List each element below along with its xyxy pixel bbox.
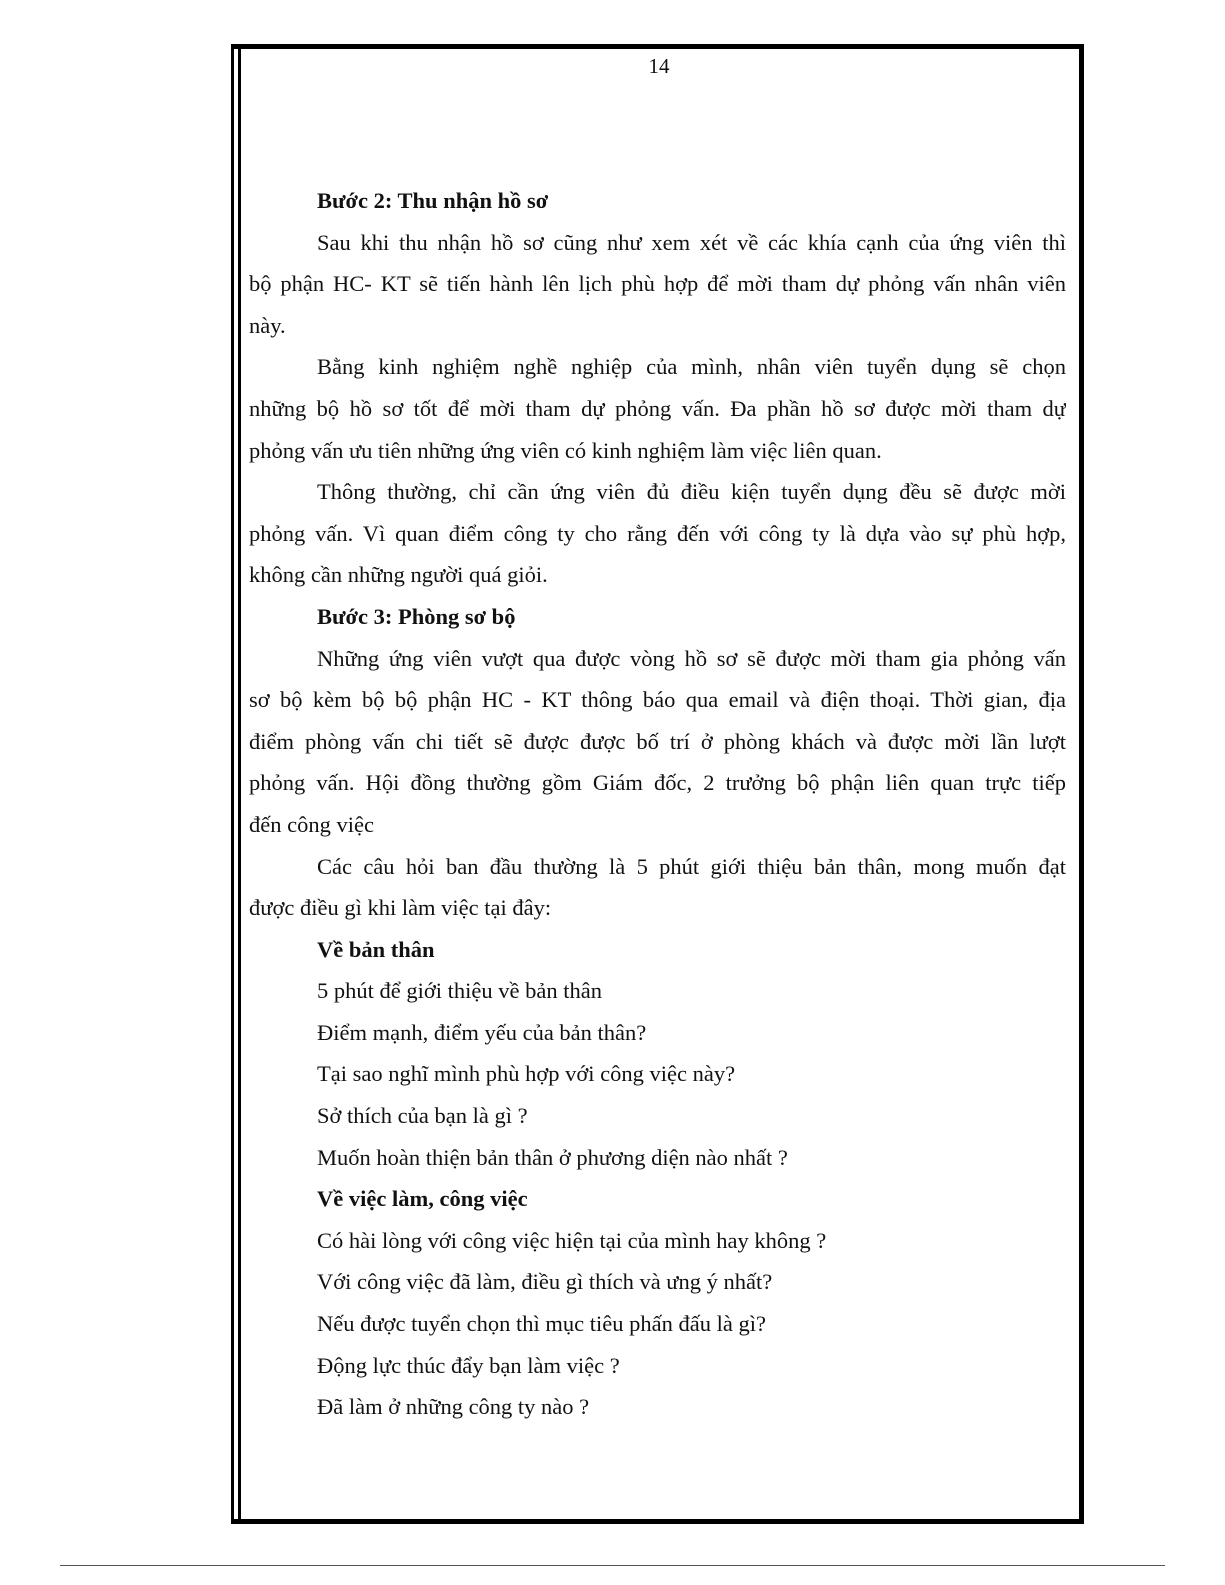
subheading-self: Về bản thân: [317, 936, 435, 962]
paragraph-line: điểm phòng vấn chi tiết sẽ được được bố trí ở phòng khách và được mời lần lượt: [249, 728, 1066, 754]
paragraph-line: sơ bộ kèm bộ bộ phận HC - KT thông báo qua email và điện thoại. Thời gian, địa: [249, 687, 1066, 713]
list-item: Điểm mạnh, điểm yếu của bản thân?: [317, 1019, 647, 1045]
page-border-inner-line: [238, 44, 241, 1524]
list-item: Nếu được tuyển chọn thì mục tiêu phấn đấu là gì?: [317, 1311, 766, 1337]
list-item: Có hài lòng với công việc hiện tại của mình hay không ?: [317, 1227, 827, 1253]
list-item: 5 phút để giới thiệu về bản thân: [317, 978, 602, 1004]
paragraph-line: bộ phận HC- KT sẽ tiến hành lên lịch phù hợp để mời tham dự phỏng vấn nhân viên: [249, 271, 1066, 297]
document-body: [249, 180, 1066, 1428]
list-item: Muốn hoàn thiện bản thân ở phương diện nào nhất ?: [317, 1144, 788, 1170]
paragraph-line: không cần những người quá giỏi.: [249, 562, 548, 588]
paragraph-line: những bộ hồ sơ tốt để mời tham dự phỏng vấn. Đa phần hồ sơ được mời tham dự: [249, 395, 1066, 421]
list-item: Sở thích của bạn là gì ?: [317, 1103, 528, 1129]
paragraph-line: Bằng kinh nghiệm nghề nghiệp của mình, nhân viên tuyển dụng sẽ chọn: [317, 354, 1066, 380]
heading-step-2: Bước 2: Thu nhận hồ sơ: [317, 188, 549, 213]
paragraph-line: Những ứng viên vượt qua được vòng hồ sơ sẽ được mời tham gia phỏng vấn: [317, 645, 1066, 671]
subheading-work: Về việc làm, công việc: [317, 1186, 528, 1212]
paragraph-line: Thông thường, chỉ cần ứng viên đủ điều kiện tuyển dụng đều sẽ được mời: [317, 479, 1066, 505]
page-number: 14: [648, 54, 670, 78]
paragraph-line: phỏng vấn. Hội đồng thường gồm Giám đốc, 2 trưởng bộ phận liên quan trực tiếp: [249, 770, 1066, 796]
paragraph-line: Các câu hỏi ban đầu thường là 5 phút giới thiệu bản thân, mong muốn đạt: [317, 853, 1066, 879]
list-item: Với công việc đã làm, điều gì thích và ưng ý nhất?: [317, 1269, 773, 1295]
list-item: Đã làm ở những công ty nào ?: [317, 1394, 590, 1420]
paragraph-line: đến công việc: [249, 811, 374, 837]
paragraph-line: phỏng vấn. Vì quan điểm công ty cho rằng đến với công ty là dựa vào sự phù hợp,: [249, 520, 1066, 546]
paragraph-line: Sau khi thu nhận hồ sơ cũng như xem xét về các khía cạnh của ứng viên thì: [317, 229, 1066, 255]
paragraph-line: phỏng vấn ưu tiên những ứng viên có kinh nghiệm làm việc liên quan.: [249, 437, 882, 463]
list-item: Tại sao nghĩ mình phù hợp với công việc này?: [317, 1061, 736, 1087]
heading-step-3: Bước 3: Phòng sơ bộ: [317, 603, 516, 629]
bottom-divider: [60, 1565, 1165, 1566]
paragraph-line: này.: [249, 312, 286, 338]
list-item: Động lực thúc đẩy bạn làm việc ?: [317, 1352, 620, 1378]
paragraph-line: được điều gì khi làm việc tại đây:: [249, 895, 552, 921]
